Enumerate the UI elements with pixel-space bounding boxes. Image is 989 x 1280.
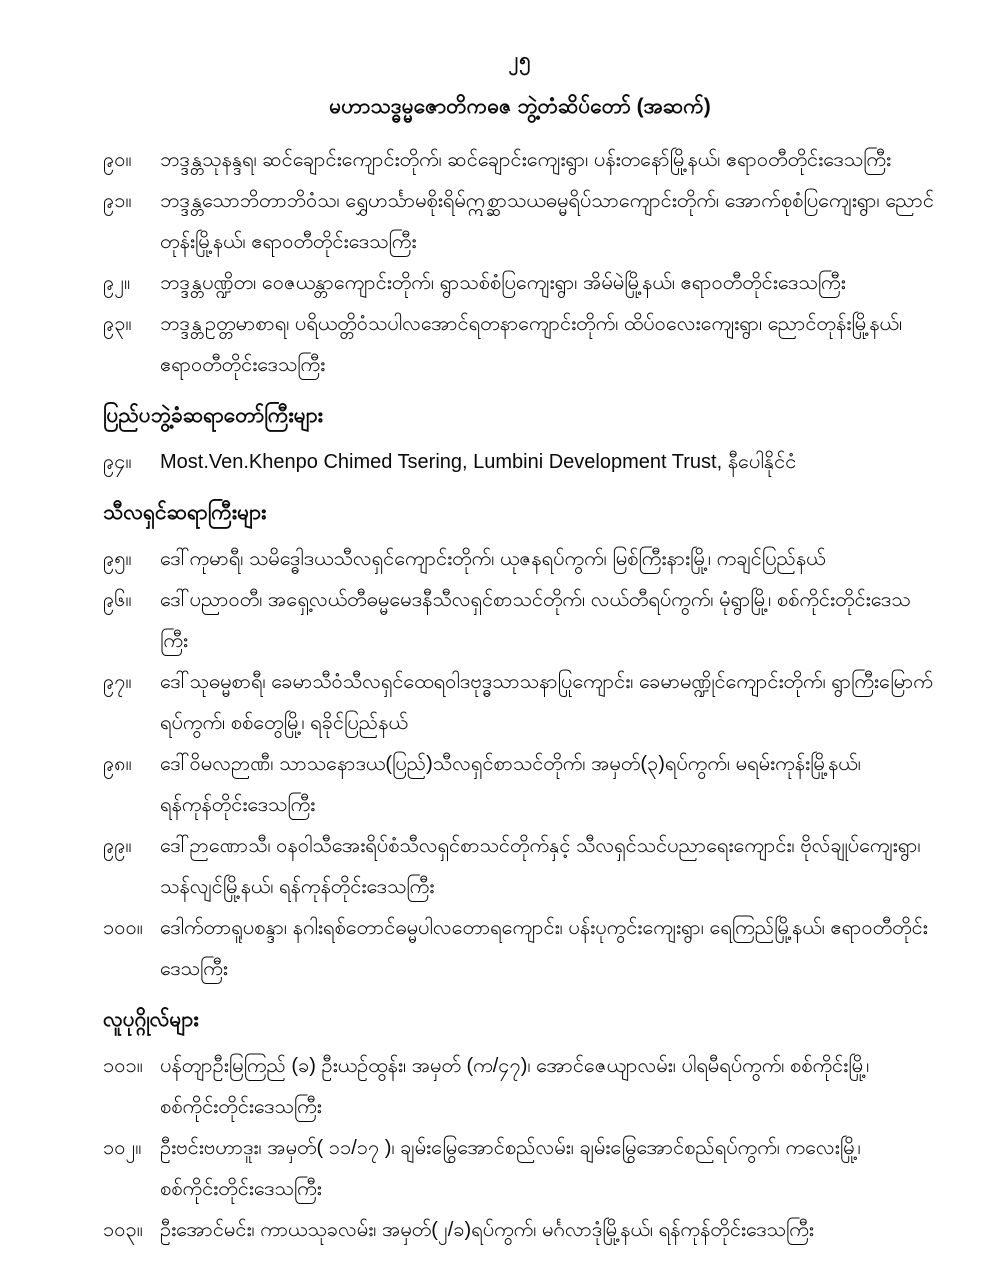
- entry-number: ၉၄။: [103, 450, 132, 473]
- entry-number: ၉၂။: [103, 271, 131, 294]
- entry-text: ဒေါ်ဉာဏောသီ၊ ဝနဝါသီအေးရိပ်စံသီလရှင်စာသင်တိုက်နှင့် သီလရှင်သင်ပညာရေးကျောင်း၊ ဗိုလ်ချုပ်ကျေးရွာ၊ သန်လျင်မြို့နယ်၊ ရန်ကုန်တိုင်းဒေသကြီး: [160, 834, 921, 898]
- entry-number: ၉၉။: [103, 834, 132, 857]
- entry-text: ဦးအောင်မင်း၊ ကာယသုခလမ်း၊ အမှတ်(၂/ခ)ရပ်ကွက်၊ မင်္ဂလာဒုံမြို့နယ်၊ ရန်ကုန်တိုင်းဒေသကြီး: [160, 1218, 814, 1241]
- entry-text: ဒေါ်ဝိမလဉာဏီ၊ သာသနောဒယ(ပြည်)သီလရှင်စာသင်တိုက်၊ အမှတ်(၃)ရပ်ကွက်၊ မရမ်းကုန်းမြို့နယ်၊ ရန်ကုန်တိုင်းဒေသကြီး: [160, 752, 861, 816]
- entry-text: ဒေါက်တာရူပစန္ဒာ၊ နဂါးရစ်တောင်ဓမ္မပါလတောရကျောင်း၊ ပန်းပုကွင်းကျေးရွာ၊ ရေကြည်မြို့နယ်၊ ဧရာဝတီတိုင်းဒေသကြီး: [160, 916, 928, 980]
- entry-row: [103, 539, 937, 580]
- entry-text: ဒေါ်ပညာဝတီ၊ အရှေ့လယ်တီဓမ္မမေဒနီသီလရှင်စာသင်တိုက်၊ လယ်တီရပ်ကွက်၊ မုံရွာမြို့၊ စစ်ကိုင်းတိုင်းဒေသကြီး: [160, 588, 911, 652]
- entry-row: [103, 826, 937, 908]
- entry-number: ၁၀၂။: [103, 1136, 142, 1159]
- entry-row: [103, 744, 937, 826]
- section-nuns: [103, 493, 937, 990]
- entry-row: [103, 908, 937, 990]
- entry-row: [103, 1210, 937, 1251]
- entry-number: ၉၆။: [103, 588, 132, 611]
- entry-text: ဘဒ္ဒန္တသောဘိတာဘိဝံသ၊ ရွှေဟင်္သာမစိုးရိမ်ဣစ္ဆာသယဓမ္မရိပ်သာကျောင်းတိုက်၊ အောက်စုစံပြကျေးရွာ၊ ညောင်တုန်းမြို့နယ်၊ ဧရာဝတီတိုင်းဒေသကြီး: [160, 189, 934, 253]
- entry-text: ဘဒ္ဒန္တဥတ္တမာစာရ၊ ပရိယတ္တိဝံသပါလအောင်ရတနာကျောင်းတိုက်၊ ထိပ်ဝလေးကျေးရွာ၊ ညောင်တုန်းမြို့နယ်၊ ဧရာဝတီတိုင်းဒေသကြီး: [160, 312, 903, 376]
- entry-number: ၉၁။: [103, 189, 132, 212]
- entry-text: ဘဒ္ဒန္တသုနန္ဒရ၊ ဆင်ချောင်းကျောင်းတိုက်၊ ဆင်ချောင်းကျေးရွာ၊ ပန်းတနော်မြို့နယ်၊ ဧရာဝတီတိုင်းဒေသကြီး: [160, 148, 892, 171]
- entry-text: Most.Ven.Khenpo Chimed Tsering, Lumbini Development Trust, နီပေါနိုင်ငံ: [160, 450, 797, 473]
- section-monks-continued: [103, 140, 937, 386]
- entry-number: ၉၃။: [103, 312, 132, 335]
- entry-text: ဒေါ်ကုမာရီ၊ သမိဒ္ဓေါဒယသီလရှင်ကျောင်းတိုက်၊ ယုဇနရပ်ကွက်၊ မြစ်ကြီးနားမြို့၊ ကချင်ပြည်နယ်: [160, 547, 826, 570]
- entry-row: [103, 662, 937, 744]
- section-laypersons: [103, 1000, 937, 1251]
- entry-number: ၉၈။: [103, 752, 132, 775]
- entry-text: ပန်တျာဦးမြကြည် (ခ) ဦးယဉ်ထွန်း၊ အမှတ် (က/၄၇)၊ အောင်ဇေယျာလမ်း၊ ပါရမီရပ်ကွက်၊ စစ်ကိုင်းမြို့၊ စစ်ကိုင်းတိုင်းဒေသကြီး: [160, 1054, 870, 1118]
- entry-number: ၁၀၁။: [103, 1054, 143, 1077]
- section-heading-laypersons: လူပုဂ္ဂိုလ်များ: [103, 1007, 199, 1031]
- page-number: ၂၅: [508, 49, 532, 71]
- section-heading-foreign-sayadaws: ပြည်ပဘွဲ့ခံဆရာတော်ကြီးများ: [103, 403, 323, 427]
- page-title: မဟာသဒ္ဓမ္မဇောတိကဓဇ ဘွဲ့တံဆိပ်တော် (အဆက်): [329, 95, 711, 118]
- section-heading-nuns: သီလရှင်ဆရာကြီးများ: [103, 500, 267, 524]
- entry-number: ၁၀၃။: [103, 1218, 143, 1241]
- entry-text: ဘဒ္ဒန္တပဏ္ဍိတ၊ ဝေဇယန္တာကျောင်းတိုက်၊ ရွာသစ်စံပြကျေးရွာ၊ အိမ်မဲမြို့နယ်၊ ဧရာဝတီတိုင်းဒေသကြီး: [160, 271, 846, 294]
- entry-number: ၉၀။: [103, 148, 132, 171]
- entry-text: ဦးဗင်းဗဟာဒူး၊ အမှတ်( ၁၁/၁၇ )၊ ချမ်းမြွေအောင်စည်လမ်း၊ ချမ်းမြွေအောင်စည်ရပ်ကွက်၊ ကလေးမြို့၊ စစ်ကိုင်းတိုင်းဒေသကြီး: [160, 1136, 861, 1200]
- entry-number: ၉၇။: [103, 670, 132, 693]
- entry-row: [103, 181, 937, 263]
- entry-number: ၁၀၀။: [103, 916, 143, 939]
- entry-row: [103, 1128, 937, 1210]
- entry-row: [103, 1046, 937, 1128]
- entry-row: [103, 263, 937, 304]
- entry-row: [103, 580, 937, 662]
- entry-number: ၉၅။: [103, 547, 132, 570]
- entry-row: [103, 442, 937, 483]
- entry-text: ဒေါ်သုဓမ္မစာရီ၊ ခေမာသီဝံသီလရှင်ထေရဝါဒဗုဒ္ဓသာသနာပြုကျောင်း၊ ခေမာမဏ္ဍိုင်ကျောင်းတိုက်၊ ရွာကြီးမြောက်ရပ်ကွက်၊ စစ်တွေမြို့၊ ရခိုင်ပြည်နယ်: [160, 670, 933, 734]
- entry-row: [103, 140, 937, 181]
- section-foreign-sayadaws: [103, 396, 937, 483]
- entry-row: [103, 304, 937, 386]
